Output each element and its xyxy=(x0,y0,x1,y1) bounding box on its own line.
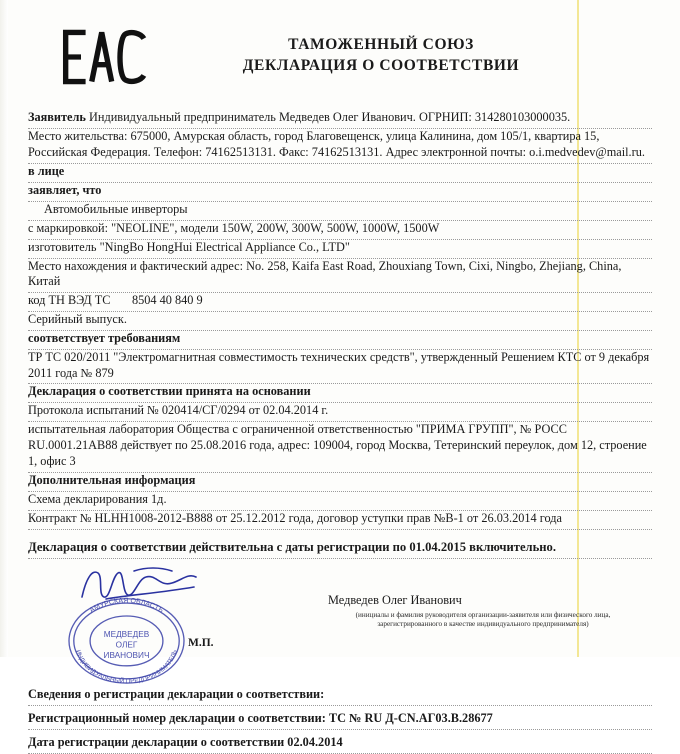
registration-block xyxy=(28,687,652,754)
row-test-laboratory-value: испытательная лаборатория Общества с ограниченной ответственностью "ПРИМА ГРУПП", № РОСС RU.0001.21АВ88 действует по 25.08.2016 года, адрес: 109004, город Москва, Тетеринский переулок, дом 12, строение 1, офис 3 xyxy=(28,422,647,468)
row-additional-heading xyxy=(28,473,652,492)
row-technical-regulation-value: ТР ТС 020/2011 "Электромагнитная совместимость технических средств", утвержденный Решением КТС от 9 декабря 2011 года № 879 xyxy=(28,349,650,380)
title-line-1: ТАМОЖЕННЫЙ СОЮЗ xyxy=(288,36,474,53)
document-content xyxy=(28,22,652,754)
row-test-protocol-value: Протокола испытаний № 020414/СГ/0294 от 02.04.2014 г. xyxy=(28,403,329,418)
registration-number-row xyxy=(28,706,652,730)
svg-text:ИВАНОВИЧ: ИВАНОВИЧ xyxy=(103,650,150,660)
row-validity: Декларация о соответствии действительна с даты регистрации по 01.04.2015 включительно. xyxy=(28,540,652,559)
row-test-protocol xyxy=(28,403,652,422)
mp-label: М.П. xyxy=(188,636,214,649)
official-stamp xyxy=(54,593,199,685)
row-manufacturer-label: изготовитель xyxy=(28,239,97,254)
row-manufacturer xyxy=(28,240,652,259)
svg-text:ИНДИВИДУАЛЬНЫЙ ПРЕДПРИНИМАТЕЛЬ: ИНДИВИДУАЛЬНЫЙ ПРЕДПРИНИМАТЕЛЬ xyxy=(74,648,179,685)
row-tnved-label: код ТН ВЭД ТС xyxy=(28,292,111,307)
signatory-name: Медведев Олег Иванович xyxy=(328,592,462,607)
row-test-laboratory xyxy=(28,422,652,472)
document-body xyxy=(28,110,652,559)
registration-number-value: ТС № RU Д-CN.АГ03.В.28677 xyxy=(328,710,493,725)
title-line-2: ДЕКЛАРАЦИЯ О СООТВЕТСТВИИ xyxy=(242,57,520,74)
signature-area xyxy=(28,565,652,685)
row-marking-label: с маркировкой: xyxy=(28,220,108,235)
svg-text:МЕДВЕДЕВ: МЕДВЕДЕВ xyxy=(103,629,150,639)
row-contract-value: Контракт № HLHH1008-2012-В888 от 25.12.2012 года, договор уступки прав №В-1 от 26.03.2014 года xyxy=(28,510,562,525)
row-conformity-heading xyxy=(28,331,652,350)
row-marking-value: "NEOLINE", модели 150W, 200W, 300W, 500W, 1000W, 1500W xyxy=(111,220,440,235)
registration-number-label: Регистрационный номер декларации о соответствии: xyxy=(28,710,326,725)
row-declares xyxy=(28,183,652,202)
row-factory-address-label: Место нахождения и фактический адрес: xyxy=(28,258,244,273)
row-conformity-heading-label: соответствует требованиям xyxy=(28,330,181,345)
row-marking xyxy=(28,221,652,240)
row-basis-heading xyxy=(28,384,652,403)
svg-text:ОЛЕГ: ОЛЕГ xyxy=(115,640,138,650)
row-tnved-code xyxy=(28,293,652,312)
row-serial xyxy=(28,312,652,331)
registration-date-label: Дата регистрации декларации о соответствии xyxy=(28,734,285,749)
row-declaration-scheme-value: Схема декларирования 1д. xyxy=(28,491,167,506)
row-declaration-scheme xyxy=(28,492,652,511)
document-header xyxy=(28,22,652,96)
row-declares-label: заявляет, что xyxy=(28,182,102,197)
registration-date-row xyxy=(28,730,652,754)
svg-text:АМУРСКАЯ ОБЛАСТЬ: АМУРСКАЯ ОБЛАСТЬ xyxy=(88,596,165,615)
row-product xyxy=(28,202,652,221)
row-tnved-value: 8504 40 840 9 xyxy=(131,292,203,307)
row-product-value: Автомобильные инверторы xyxy=(44,201,188,216)
document-title xyxy=(150,22,652,76)
registration-date-value: 02.04.2014 xyxy=(287,734,343,749)
row-manufacturer-value: "NingBo HongHui Electrical Appliance Co., LTD" xyxy=(99,239,350,254)
row-serial-label: Серийный выпуск. xyxy=(28,311,127,326)
row-factory-address-value: No. 258, Kaifa East Road, Zhouxiang Town, Cixi, Ningbo, Zhejiang, China, Китай xyxy=(28,258,622,289)
signatory-caption: (инициалы и фамилия руководителя организации-заявителя или физического лица, зарегистрированного в качестве индивидуального предпринимателя) xyxy=(355,610,611,629)
eac-mark-icon xyxy=(58,26,150,88)
registration-title: Сведения о регистрации декларации о соответствии: xyxy=(28,687,652,706)
row-applicant-value: Индивидуальный предприниматель Медведев Олег Иванович. ОГРНИП: 314280103000035. xyxy=(89,110,571,124)
row-additional-heading-label: Дополнительная информация xyxy=(28,472,196,487)
row-applicant-label: Заявитель xyxy=(28,110,86,124)
row-basis-heading-label: Декларация о соответствии принята на основании xyxy=(28,384,311,399)
scan-edge xyxy=(0,0,8,657)
row-technical-regulation xyxy=(28,350,652,385)
row-address-value: Место жительства: 675000, Амурская область, город Благовещенск, улица Калинина, дом 105/1, квартира 15, Российская Федерация. Телефон: 74162513131. Факс: 74162513131. Адрес электронной почты: o.i.medvedev@mail.ru. xyxy=(28,129,645,159)
row-address xyxy=(28,129,652,164)
row-in-person xyxy=(28,164,652,183)
row-in-person-label: в лице xyxy=(28,163,65,178)
row-factory-address xyxy=(28,259,652,293)
row-applicant xyxy=(28,110,652,129)
row-contract xyxy=(28,511,652,530)
